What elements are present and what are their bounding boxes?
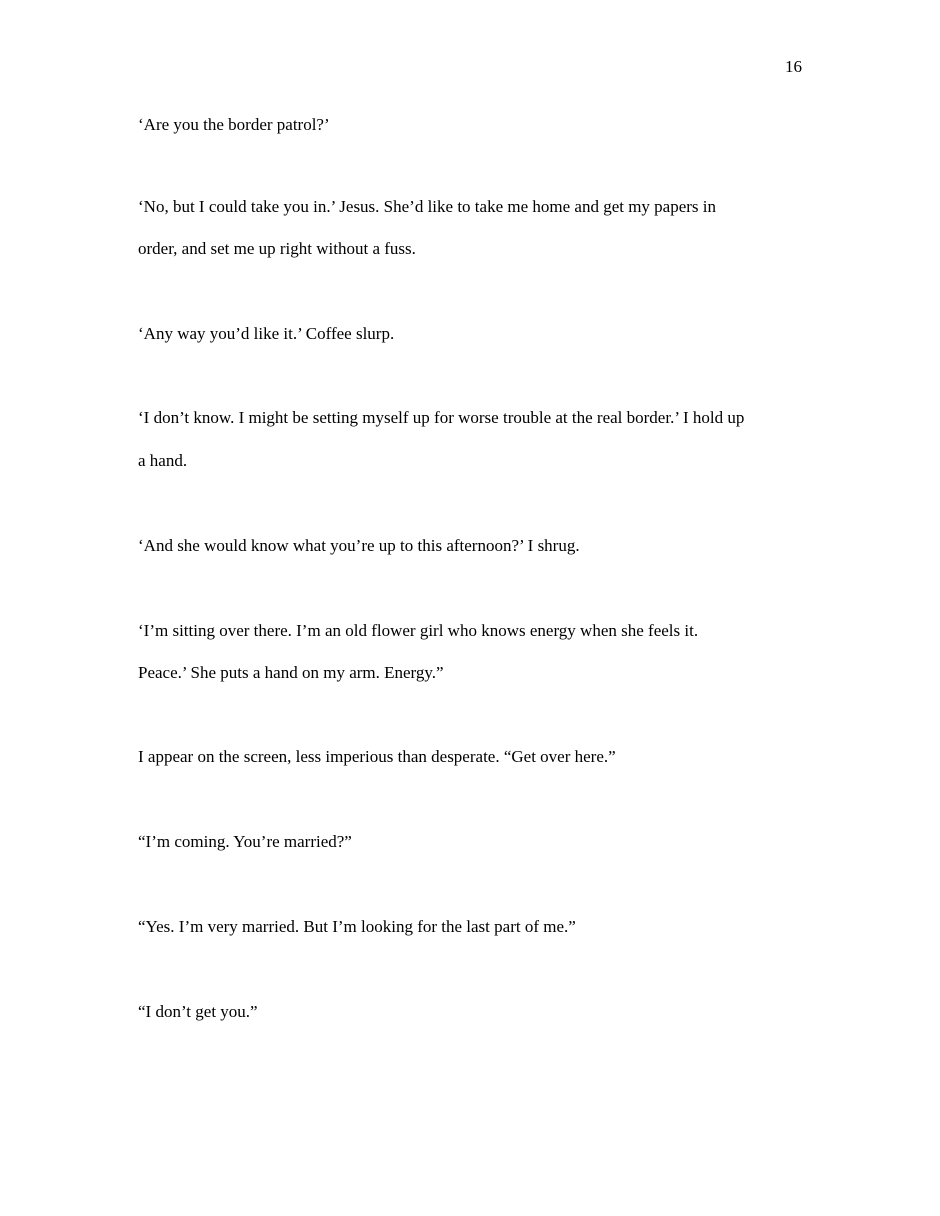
paragraph-10-line-1: “I don’t get you.” — [138, 1002, 258, 1021]
paragraph-6-line-2: Peace.’ She puts a hand on my arm. Energy.” — [138, 663, 444, 682]
paragraph-2-line-1: ‘No, but I could take you in.’ Jesus. She’d like to take me home and get my papers in — [138, 197, 717, 216]
page-number: 16 — [785, 57, 802, 76]
paragraph-2-line-2: order, and set me up right without a fuss. — [138, 239, 416, 258]
paragraph-4-line-2: a hand. — [138, 451, 188, 470]
paragraph-3-line-1: ‘Any way you’d like it.’ Coffee slurp. — [138, 324, 395, 343]
paragraph-9-line-1: “Yes. I’m very married. But I’m looking for the last part of me.” — [138, 917, 576, 936]
paragraph-7-line-1: I appear on the screen, less imperious than desperate. “Get over here.” — [138, 747, 616, 766]
paragraph-5-line-1: ‘And she would know what you’re up to this afternoon?’ I shrug. — [138, 536, 580, 555]
paragraph-6-line-1: ‘I’m sitting over there. I’m an old flower girl who knows energy when she feels it. — [138, 621, 699, 640]
paragraph-4-line-1: ‘I don’t know. I might be setting myself up for worse trouble at the real border.’ I hold up — [138, 408, 745, 427]
paragraph-8-line-1: “I’m coming. You’re married?” — [138, 832, 352, 851]
paragraph-1-line-1: ‘Are you the border patrol?’ — [138, 115, 330, 134]
